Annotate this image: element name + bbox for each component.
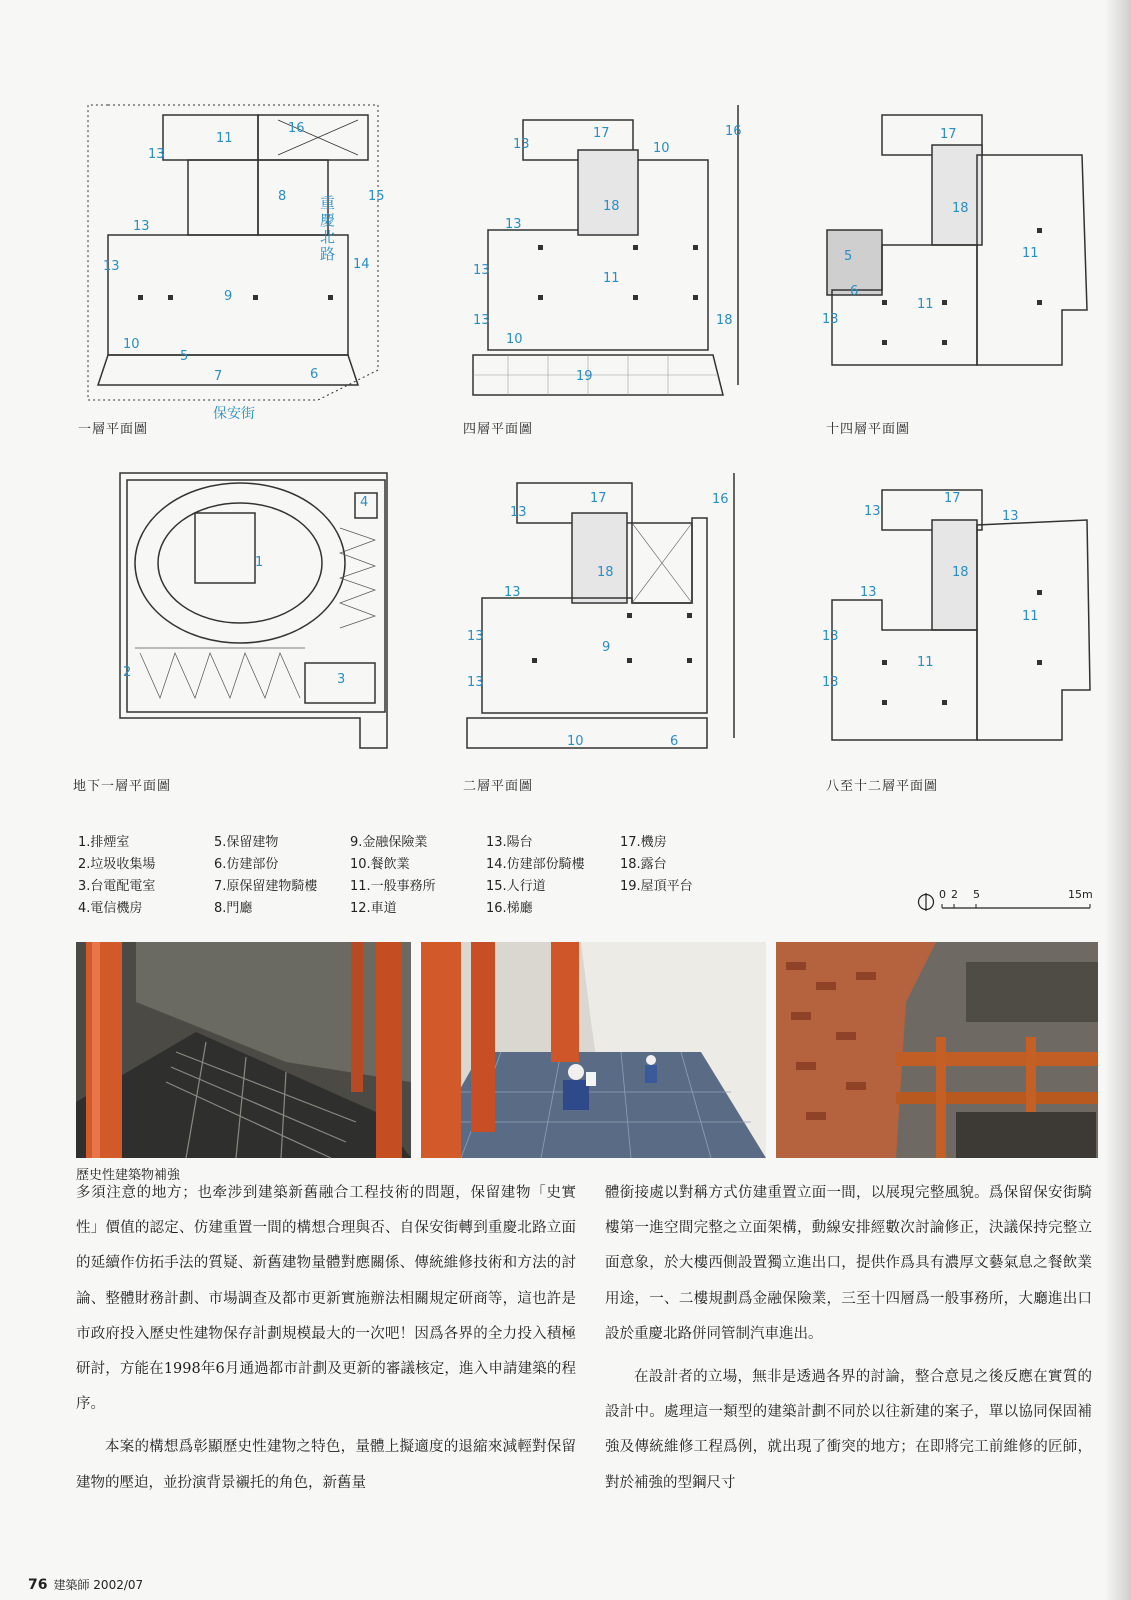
svg-text:13: 13: [148, 147, 165, 162]
svg-text:11: 11: [1022, 609, 1039, 624]
legend-item: 17.機房: [620, 835, 667, 850]
plan-floor-2: [462, 468, 752, 768]
svg-text:10: 10: [123, 337, 140, 352]
svg-text:13: 13: [504, 585, 521, 600]
plan-floor-2-caption: 二層平面圖: [463, 779, 534, 794]
plan-floor-4-caption: 四層平面圖: [463, 422, 534, 437]
svg-text:13: 13: [822, 312, 839, 327]
svg-text:14: 14: [353, 257, 370, 272]
legend-item: 2.垃圾收集場: [78, 857, 156, 872]
svg-text:10: 10: [567, 734, 584, 749]
svg-text:13: 13: [513, 137, 530, 152]
page-gutter-shadow: [1105, 0, 1131, 1600]
plan-floor-1: [78, 100, 408, 422]
svg-text:6: 6: [310, 367, 319, 382]
svg-text:18: 18: [597, 565, 614, 580]
plan-floor-14: [822, 100, 1092, 390]
svg-text:10: 10: [506, 332, 523, 347]
svg-text:13: 13: [467, 675, 484, 690]
svg-text:13: 13: [473, 263, 490, 278]
svg-text:13: 13: [473, 313, 490, 328]
legend-item: 11.一般事務所: [350, 879, 436, 894]
scale-tick: 15m: [1068, 888, 1093, 901]
svg-text:17: 17: [593, 126, 610, 141]
svg-text:15: 15: [368, 189, 385, 204]
photo-foundation-rebar: [76, 942, 411, 1158]
svg-text:13: 13: [822, 675, 839, 690]
paragraph: 本案的構想爲彰顯歷史性建物之特色，量體上擬適度的退縮來減輕對保留建物的壓迫，並扮演背景襯托的角色，新舊量: [76, 1439, 576, 1491]
legend-item: 5.保留建物: [214, 835, 279, 850]
legend-item: 9.金融保險業: [350, 835, 428, 850]
svg-text:11: 11: [216, 131, 233, 146]
legend-item: 19.屋頂平台: [620, 879, 693, 894]
legend-item: 3.台電配電室: [78, 879, 156, 894]
svg-text:5: 5: [180, 349, 189, 364]
svg-text:13: 13: [103, 259, 120, 274]
scale-tick: 2: [951, 888, 958, 901]
legend-item: 1.排煙室: [78, 835, 130, 850]
svg-text:16: 16: [288, 121, 305, 136]
svg-text:11: 11: [917, 297, 934, 312]
svg-text:7: 7: [214, 369, 223, 384]
svg-text:11: 11: [917, 655, 934, 670]
svg-text:4: 4: [360, 495, 369, 510]
legend-item: 6.仿建部份: [214, 857, 279, 872]
legend-item: 14.仿建部份騎樓: [486, 857, 585, 872]
svg-text:6: 6: [670, 734, 679, 749]
svg-text:18: 18: [716, 313, 733, 328]
plan-floor-1-caption: 一層平面圖: [78, 422, 149, 437]
svg-text:13: 13: [467, 629, 484, 644]
photo-caption: 歷史性建築物補強: [76, 1168, 181, 1183]
legend-item: 12.車道: [350, 901, 397, 916]
svg-text:13: 13: [822, 629, 839, 644]
svg-text:8: 8: [278, 189, 287, 204]
photo-workers-floor: [421, 942, 766, 1158]
svg-text:17: 17: [940, 127, 957, 142]
svg-text:9: 9: [224, 289, 233, 304]
svg-text:18: 18: [603, 199, 620, 214]
plan-basement-1-caption: 地下一層平面圖: [73, 779, 172, 794]
magazine-issue: 建築師 2002/07: [53, 1578, 144, 1592]
legend-item: 13.陽台: [486, 835, 533, 850]
svg-text:11: 11: [603, 271, 620, 286]
svg-text:16: 16: [725, 124, 742, 139]
legend-item: 7.原保留建物騎樓: [214, 879, 318, 894]
paragraph: 體銜接處以對稱方式仿建重置立面一間，以展現完整風貌。爲保留保安街騎樓第一進空間完整之立面架構，動線安排經數次討論修正，決議保持完整立面意象，於大樓西側設置獨立進出口，提供作爲具有濃厚文藝氣息之餐飲業用途，一、二樓規劃爲金融保險業，三至十四層爲一般事務所，大廳進出口設於重慶北路併同管制汽車進出。: [605, 1185, 1092, 1342]
svg-text:13: 13: [860, 585, 877, 600]
svg-text:5: 5: [844, 249, 853, 264]
paragraph: 在設計者的立場，無非是透過各界的討論，整合意見之後反應在實質的設計中。處理這一類型的建築計劃不同於以往新建的案子，單以協同保固補強及傳統維修工程爲例，就出現了衝突的地方；在即將完工前維修的匠師，對於補強的型鋼尺寸: [605, 1369, 1092, 1491]
paragraph: 多須注意的地方；也牽涉到建築新舊融合工程技術的問題，保留建物「史實性」價值的認定、仿建重置一間的構想合理與否、自保安街轉到重慶北路立面的延續作仿拓手法的質疑、新舊建物量體對應關係、傳統維修技術和方法的討論、整體財務計劃、市場調查及都市更新實施辦法相關規定研商等，這也許是市政府投入歷史性建物保存計劃規模最大的一次吧！因爲各界的全力投入積極研討，方能在1998年6月通過都市計劃及更新的審議核定，進入申請建築的程序。: [76, 1185, 576, 1413]
plan-floor-4: [468, 100, 758, 410]
scale-tick: 5: [973, 888, 980, 901]
street-baoan: 保安街: [213, 406, 255, 422]
svg-text:1: 1: [255, 555, 264, 570]
svg-text:13: 13: [133, 219, 150, 234]
svg-text:19: 19: [576, 369, 593, 384]
svg-text:17: 17: [590, 491, 607, 506]
svg-text:10: 10: [653, 141, 670, 156]
svg-text:13: 13: [510, 505, 527, 520]
plan-floor-8-12-caption: 八至十二層平面圖: [826, 779, 939, 794]
svg-text:18: 18: [952, 201, 969, 216]
legend-item: 15.人行道: [486, 879, 546, 894]
legend-item: 16.梯廳: [486, 901, 533, 916]
scale-bar: [918, 890, 1093, 912]
page-number: 76: [28, 1577, 48, 1593]
plan-basement-1: [115, 468, 395, 748]
body-text-right: [605, 1176, 1092, 1501]
svg-text:3: 3: [337, 672, 346, 687]
legend-item: 18.露台: [620, 857, 667, 872]
photo-brick-steel: [776, 942, 1098, 1158]
legend-item: 10.餐飲業: [350, 857, 410, 872]
street-chongqing-label: 重慶北路: [320, 194, 337, 263]
svg-text:6: 6: [850, 284, 859, 299]
plan-floor-14-caption: 十四層平面圖: [826, 422, 911, 437]
page-footer: [28, 1576, 143, 1593]
svg-text:18: 18: [952, 565, 969, 580]
svg-text:13: 13: [1002, 509, 1019, 524]
svg-text:13: 13: [864, 504, 881, 519]
body-text-left: [76, 1176, 576, 1501]
svg-text:11: 11: [1022, 246, 1039, 261]
legend-item: 4.電信機房: [78, 901, 143, 916]
scale-tick: 0: [939, 888, 946, 901]
svg-text:13: 13: [505, 217, 522, 232]
svg-text:2: 2: [123, 665, 132, 680]
svg-text:16: 16: [712, 492, 729, 507]
svg-text:17: 17: [944, 491, 961, 506]
legend-item: 8.門廳: [214, 901, 253, 916]
plan-floor-8-12: [822, 480, 1092, 760]
svg-text:9: 9: [602, 640, 611, 655]
